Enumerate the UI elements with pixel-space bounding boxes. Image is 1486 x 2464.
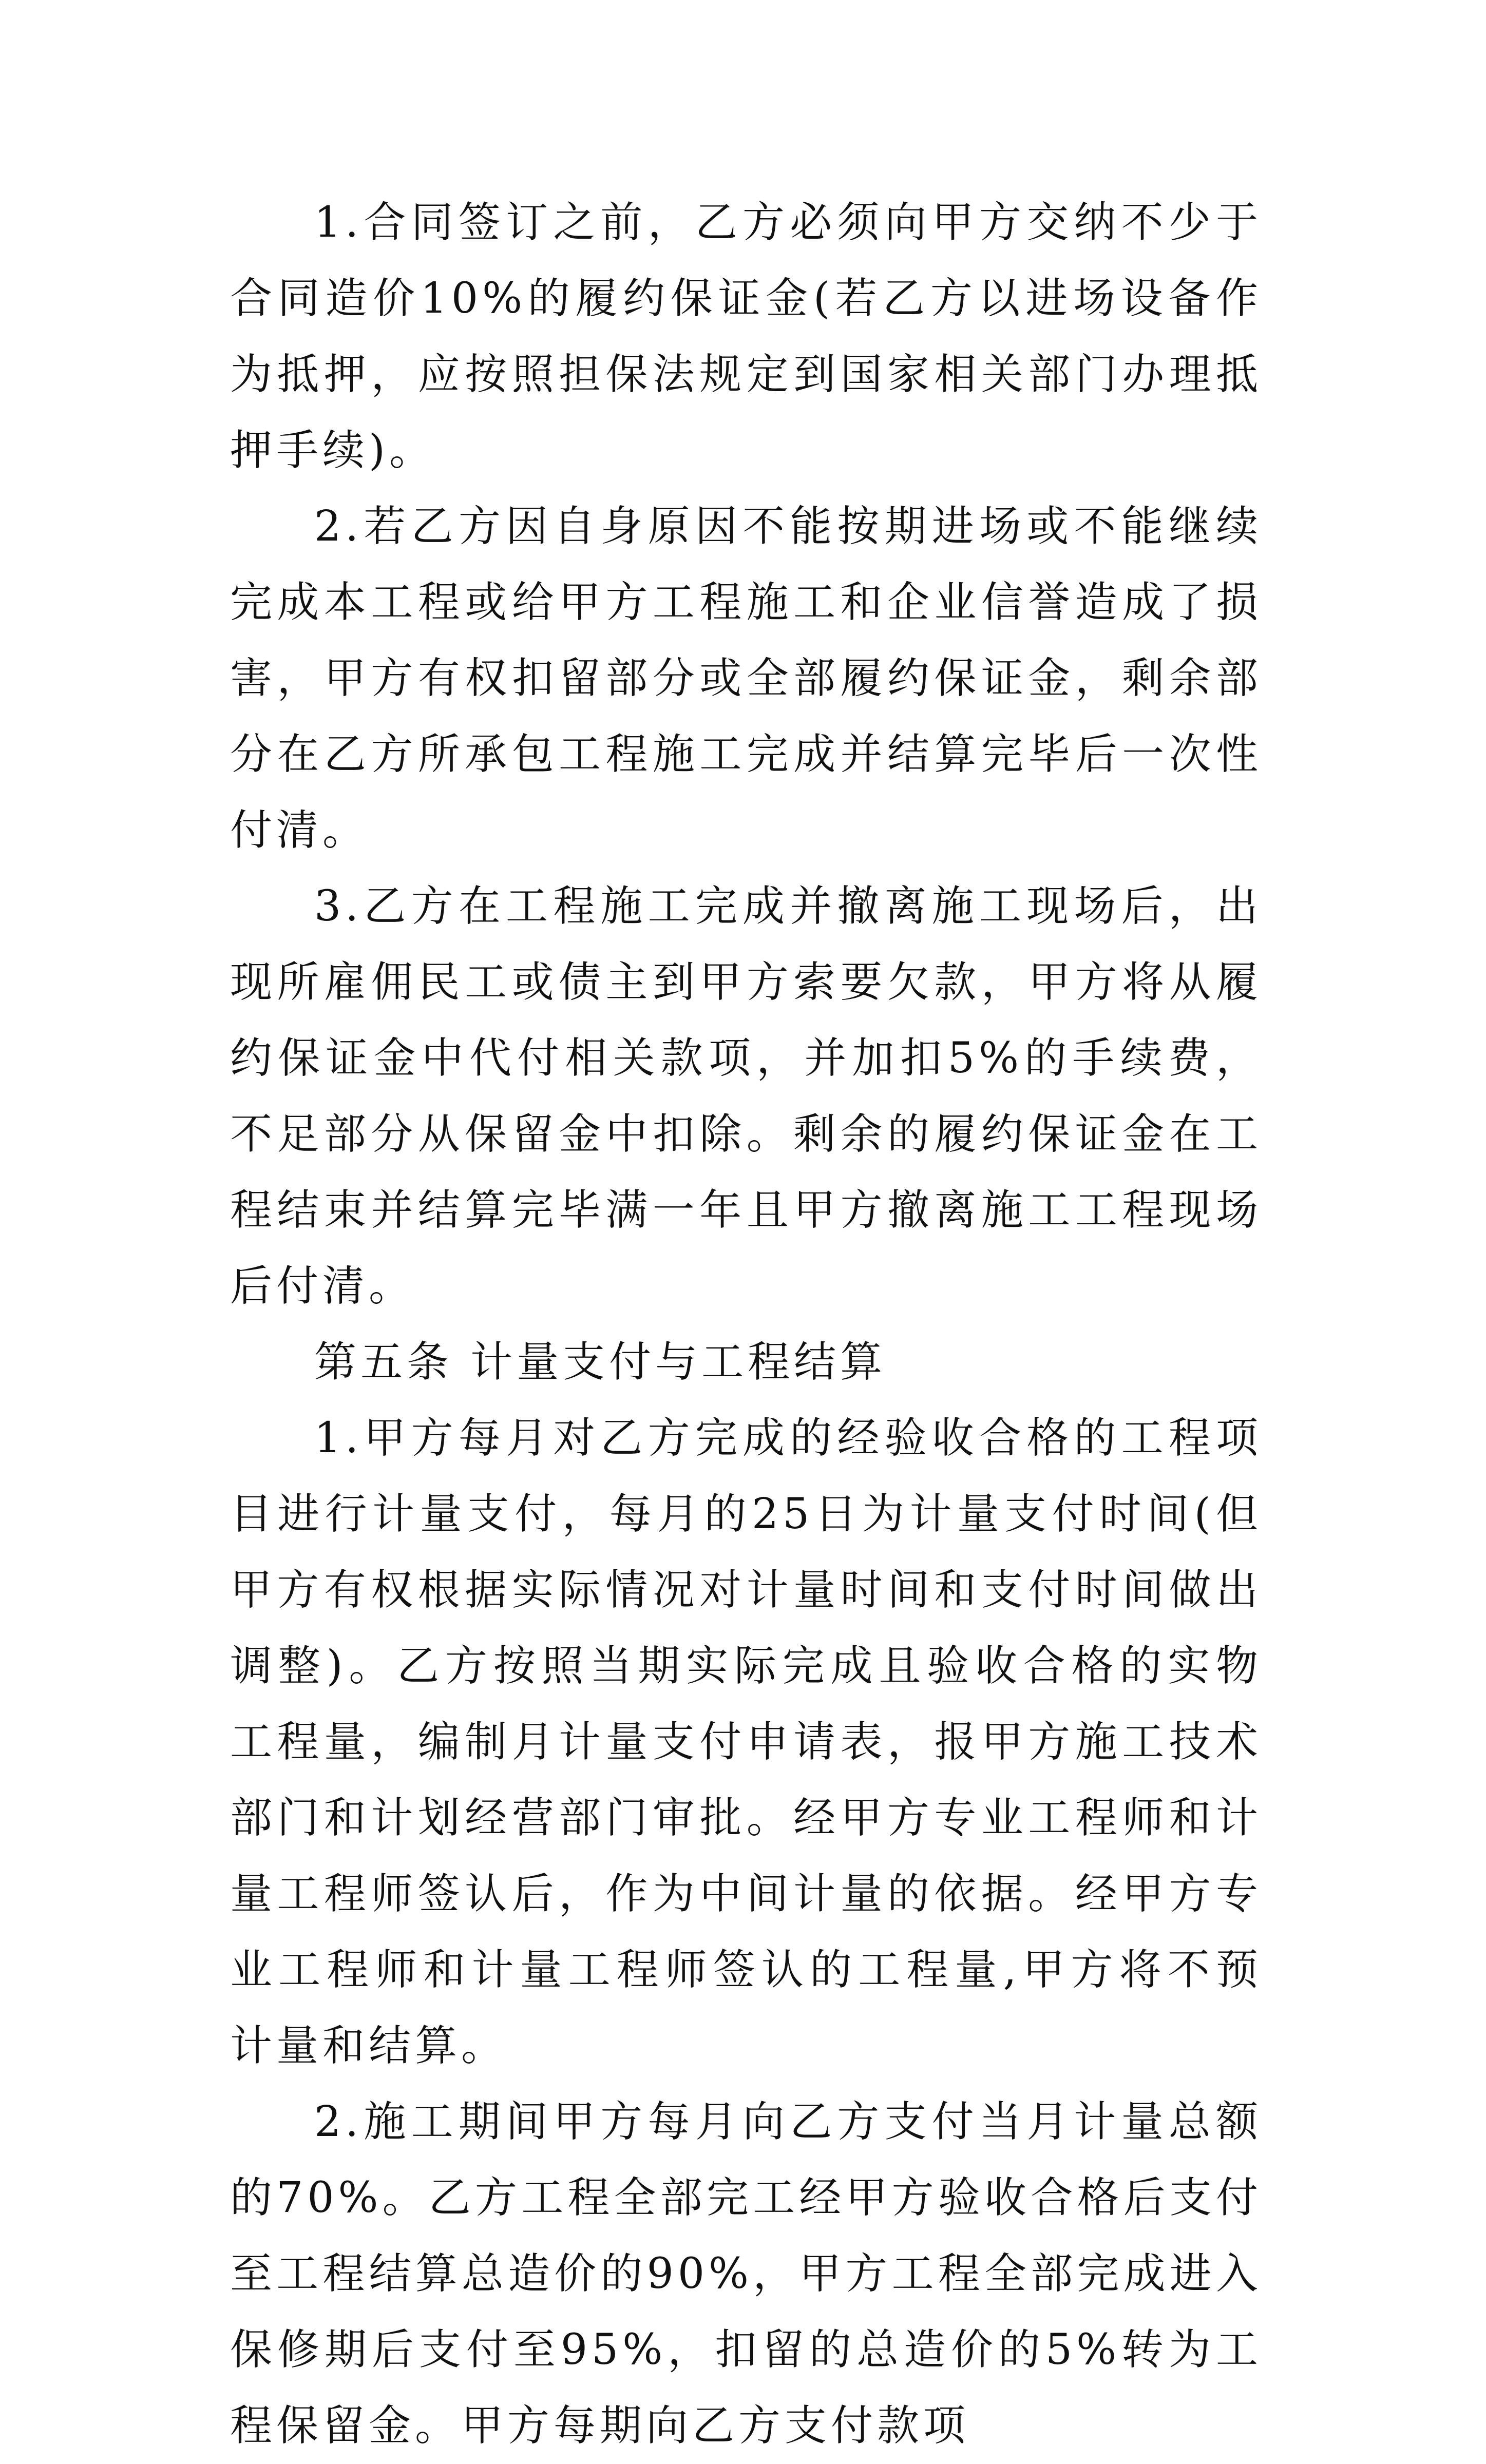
paragraph-payment-2: 2.施工期间甲方每月向乙方支付当月计量总额的70%。乙方工程全部完工经甲方验收合格后支付至工程结算总造价的90%，甲方工程全部完成进入保修期后支付至95%，扣留的总造价的5%转为工程保留金。甲方每期向乙方支付款项 (230, 2097, 1262, 2450)
paragraph-deposit-2: 2.若乙方因自身原因不能按期进场或不能继续完成本工程或给甲方工程施工和企业信誉造成了损害，甲方有权扣留部分或全部履约保证金，剩余部分在乙方所承包工程施工完成并结算完毕后一次性付清。 (230, 502, 1262, 855)
paragraph-payment-1: 1.甲方每月对乙方完成的经验收合格的工程项目进行计量支付，每月的25日为计量支付时间(但甲方有权根据实际情况对计量时间和支付时间做出调整)。乙方按照当期实际完成且验收合格的实物工程量，编制月计量支付申请表，报甲方施工技术部门和计划经营部门审批。经甲方专业工程师和计量工程师签认后，作为中间计量的依据。经甲方专业工程师和计量工程师签认的工程量,甲方将不预计量和结算。 (230, 1414, 1262, 2070)
paragraph-deposit-1: 1.合同签订之前，乙方必须向甲方交纳不少于合同造价10%的履约保证金(若乙方以进场设备作为抵押，应按照担保法规定到国家相关部门办理抵押手续)。 (230, 198, 1262, 475)
document-body (230, 185, 1262, 2464)
paragraph-deposit-3: 3.乙方在工程施工完成并撤离施工现场后，出现所雇佣民工或债主到甲方索要欠款，甲方将从履约保证金中代付相关款项，并加扣5%的手续费，不足部分从保留金中扣除。剩余的履约保证金在工程结束并结算完毕满一年且甲方撤离施工工程现场后付清。 (230, 882, 1262, 1311)
section-heading-article-5: 第五条 计量支付与工程结算 (314, 1338, 887, 1387)
